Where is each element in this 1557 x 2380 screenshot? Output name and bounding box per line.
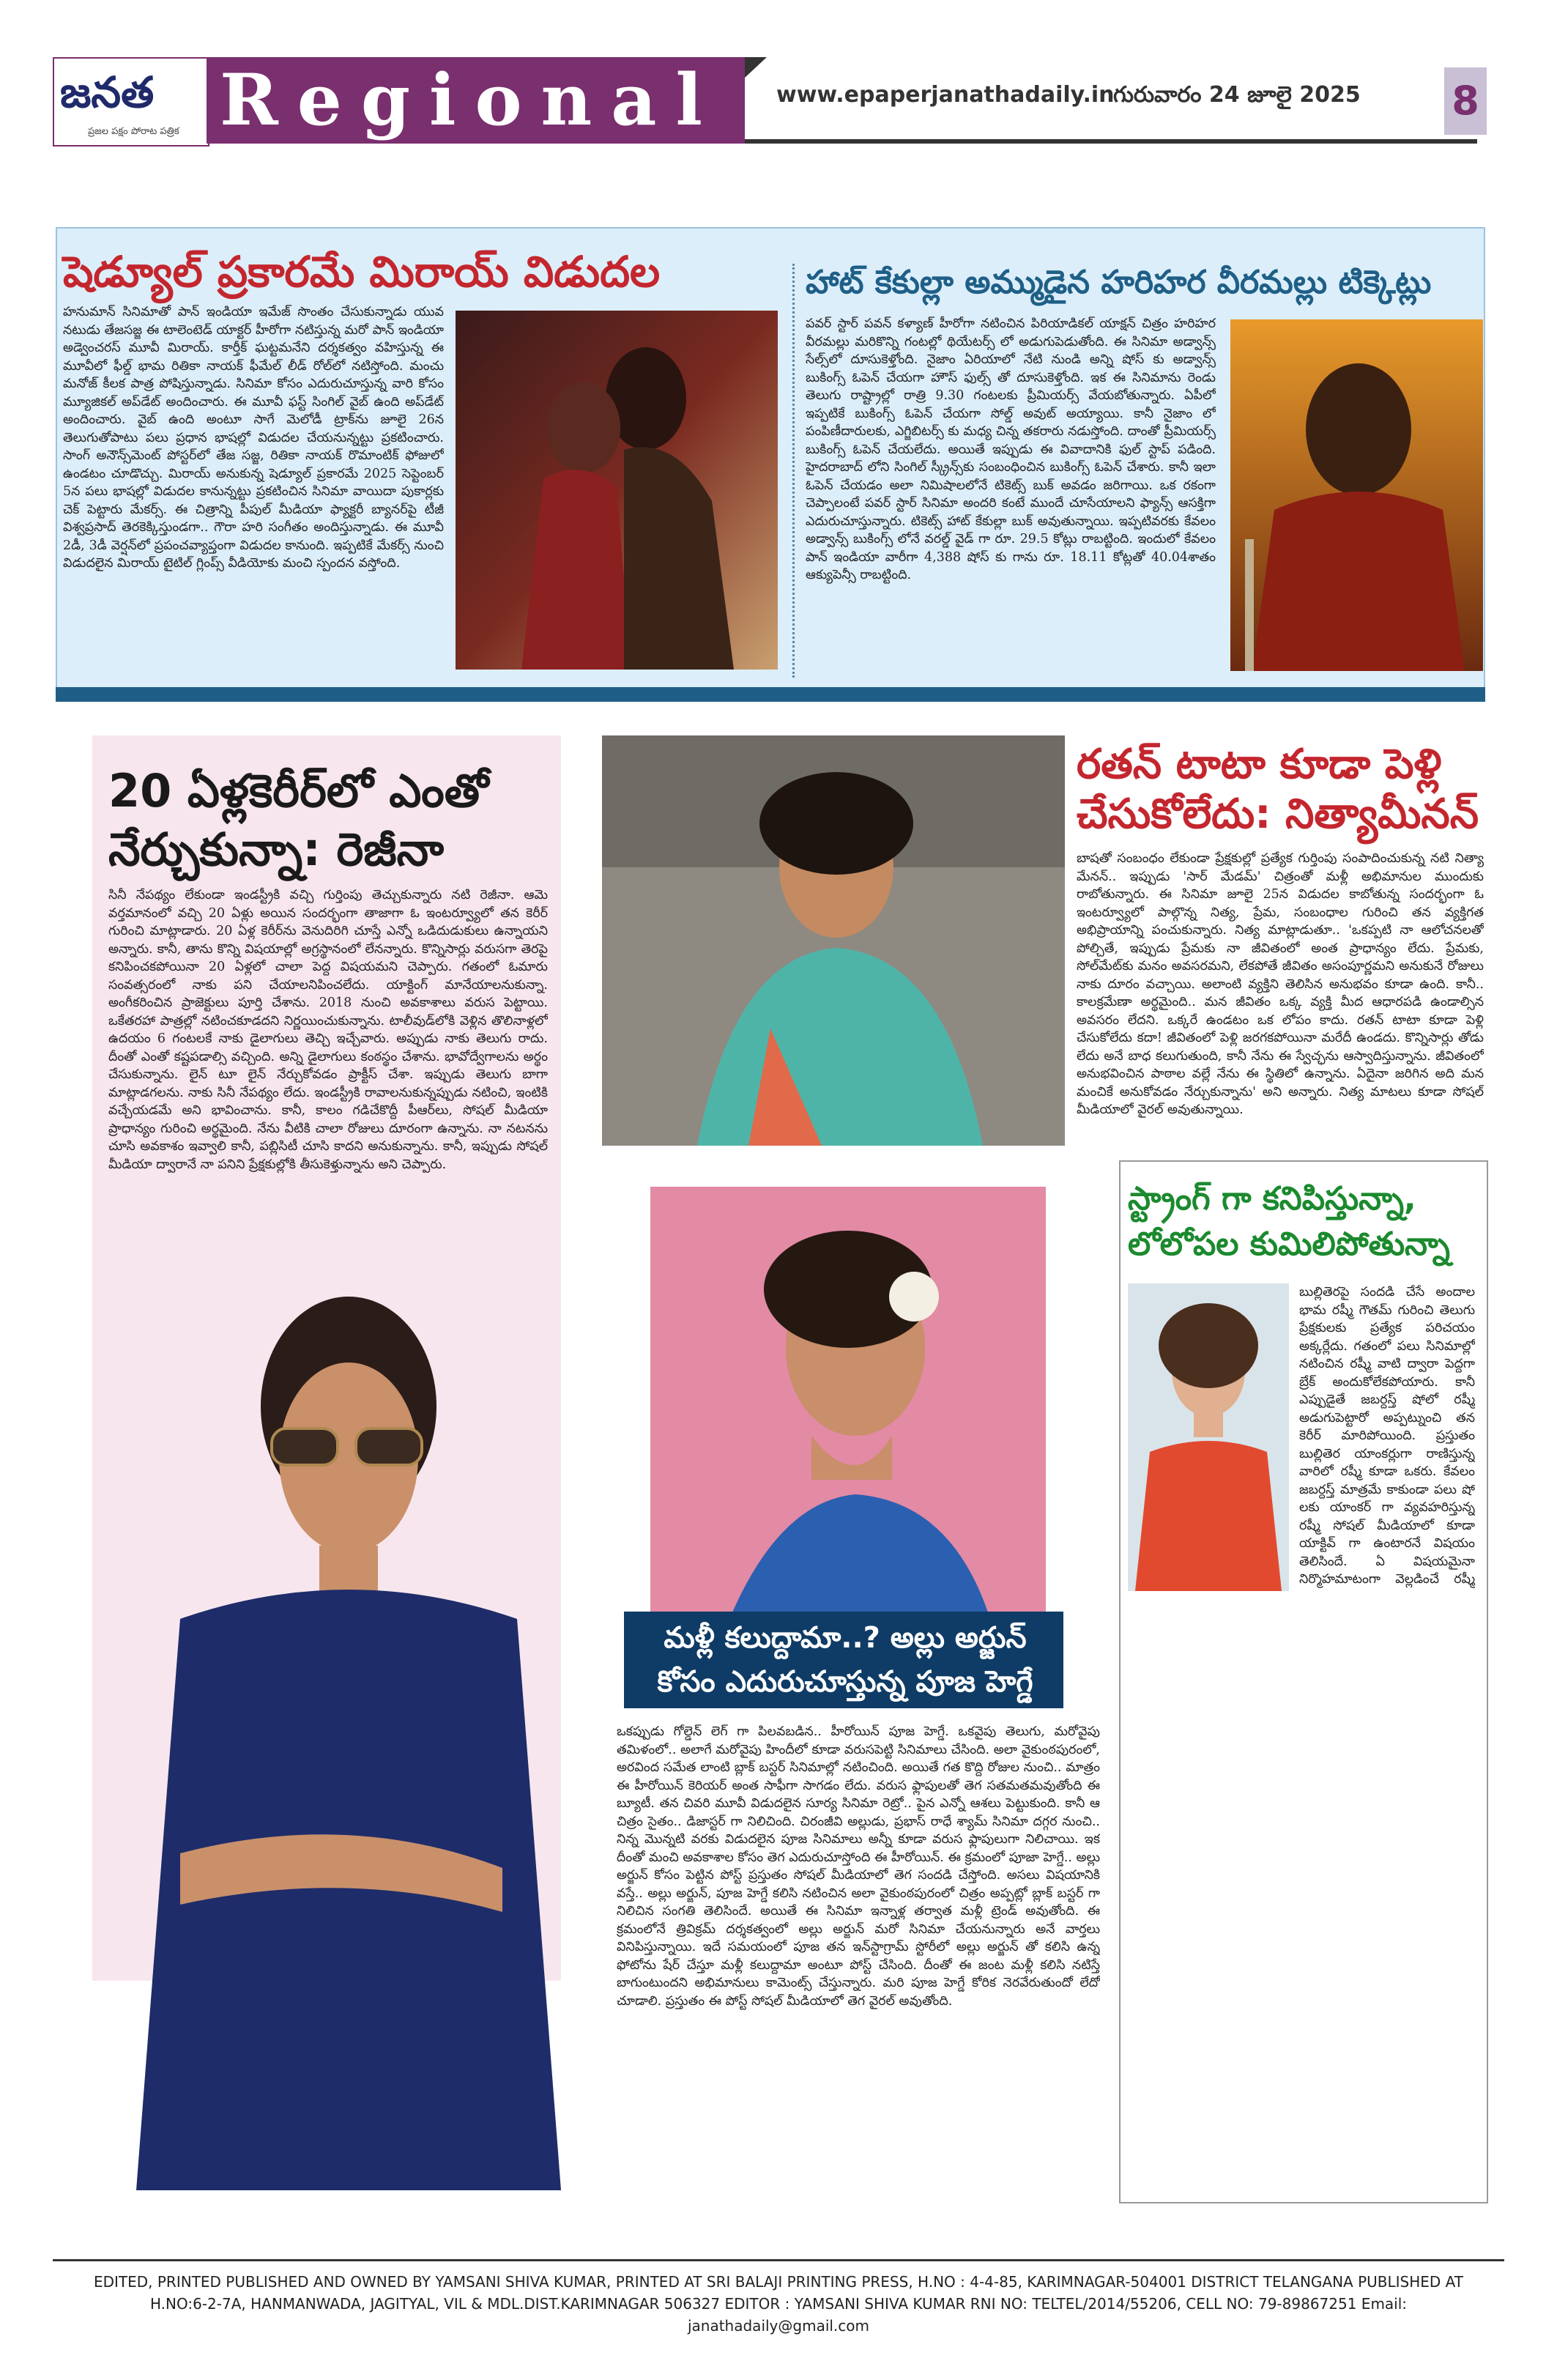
rashmi-headline: స్ట్రాంగ్ గా కనిపిస్తున్నా, లోలోపల కుమిలిపోతున్నా <box>1128 1180 1450 1263</box>
nithya-body: బాషతో సంబంధం లేకుండా ప్రేక్షకుల్లో ప్రత్యేక గుర్తింపు సంపాదించుకున్న నటి నిత్యా మేనన్.. ఇప్పుడు 'సార్ మేడమ్' చిత్రంతో మళ్లీ అభిమానుల ముందుకు రాబోతున్నారు. ఈ సినిమా జూలై 25న విడుదల కాబోతున్న సందర్భంగా ఓ ఇంటర్వ్యూలో పాల్గొన్న నిత్య, ప్రేమ, సంబంధాల గురించి తన వ్యక్తిగత అభిప్రాయాన్ని పంచుకున్నారు. నిత్య మాట్లాడుతూ.. 'ఒకప్పటి నా ఆలోచనలతో పోల్చితే, ఇప్పుడు ప్రేమకు నా జీవితంలో అంత ప్రాధాన్యం లేదు. ప్రేమకు, సోల్‌మేట్‌కు మనం అవసరమని, లేకపోతే జీవితం అసంపూర్ణమని అనుకునే రోజులు నాకు దూరం వచ్చాయి. అలాంటి వ్యక్తిని తెలిసిన అనుభవం కూడా ఉంది. కానీ.. కాలక్రమేణా అర్థమైంది.. మన జీవితం ఒక్క వ్యక్తి మీద ఆధారపడి ఉండాల్సిన అవసరం లేదని. ఒక్కరే ఉండటం ఒక లోపం కాదు. రతన్ టాటా కూడా పెళ్లి చేసుకోలేదు కదా! జీవితంలో పెళ్లి జరగకపోయినా మరేదీ ఉండదు. కొన్నిసార్లు తోడు లేదు అనే బాధ కలుగుతుంది, కానీ నేను ఈ స్వేచ్ఛను ఆస్వాదిస్తున్నాను. జీవితంలో అనుభవించిన పాఠాల వల్లే నేను ఈ స్థితిలో ఉన్నాను. ఏదైనా జరిగిన అది మన మంచికే అనుకోవడం నేర్చుకున్నాను' అని అన్నారు. నిత్య మాటలు కూడా సోషల్ మీడియాలో వైరల్ అవుతున్నాయి. <box>1077 851 1484 1117</box>
imprint-footer <box>59 2271 1498 2337</box>
regina-headline: 20 ఏళ్లకెరీర్‌లో ఎంతో నేర్చుకున్నా: రెజీనా <box>108 764 489 876</box>
rashmi-body-top: బుల్లితెరపై సందడి చేసే అందాల భామ రష్మీ గౌతమ్ గురించి తెలుగు ప్రేక్షకులకు ప్రత్యేక పరిచయం అక్కర్లేదు. గతంలో పలు సినిమాల్లో నటించిన రష్మీ వాటి ద్వారా పెద్దగా బ్రేక్ అందుకోలేకపోయారు. కానీ ఎప్పుడైతే జబర్దస్త్ షోలో రష్మీ అడుగుపెట్టారో అప్పట్నుంచి తన కెరీర్ మారిపోయింది. ప్రస్తుతం బుల్లితెర యాంకర్లుగా రాణిస్తున్న వారిలో రష్మీ కూడా ఒకరు. కేవలం జబర్దస్త్ మాత్రమే కాకుండా పలు షో లకు యాంకర్ గా వ్యవహరిస్తున్న రష్మీ సోషల్ మీడియాలో కూడా యాక్టివ్ గా ఉంటారనే విషయం తెలిసిందే. ఏ విషయమైనా నిర్మొహమాటంగా వెల్లడించే రష్మీ <box>1299 1285 1475 1587</box>
pooja-headline: మళ్లీ కలుద్దామా..? అల్లు అర్జున్ కోసం ఎదురుచూస్తున్న పూజ హెగ్డే <box>657 1621 1033 1699</box>
regina-body: సినీ నేపథ్యం లేకుండా ఇండస్ట్రీకి వచ్చి గుర్తింపు తెచ్చుకున్నారు నటి రెజీనా. ఆమె వర్తమానంలో వచ్చి 20 ఏళ్లు అయిన సందర్భంగా తాజాగా ఓ ఇంటర్వ్యూలో తన కెరీర్ గురించి మాట్లాడారు. 20 ఏళ్ల కెరీర్‌ను వెనుదిరిగి చూస్తే ఎన్నో ఒడిదుడుకులు ఉన్నాయని అన్నారు. కానీ, తాను కొన్ని విషయాల్లో అగ్రస్థానంలో లేనన్నారు. కొన్నిసార్లు వరుసగా తెరపై కనిపించకపోయినా 20 ఏళ్లలో చాలా పెద్ద విషయమని చెప్పారు. గతంలో ఓమారు సంవత్సరంలో నాకు పని చేయాలనిపించలేదు. యాక్టింగ్ మానేయాలనుకున్నా. అంగీకరించిన ప్రాజెక్టులు పూర్తి చేశాను. 2018 నుంచి అవకాశాలు వరుస పెట్టాయి. ఒకేతరహా పాత్రల్లో నటించకూడదని నిర్ణయించుకున్నాను. టాలీవుడ్‌లోకి వెళ్లిన తొలినాళ్లలో ఉదయం 6 గంటలకే నాకు డైలాగులు తెచ్చి ఇచ్చేవారు. అప్పుడు నాకు తెలుగు రాదు. దీంతో ఎంతో కష్టపడాల్సి వచ్చింది. అన్ని డైలాగులు కంఠస్థం చేశాను. భావోద్వేగాలను అర్థం చేసుకున్నాను. లైన్ టూ లైన్ నేర్చుకోవడం ప్రాక్టీస్ చేశా. ఇప్పుడు తెలుగు బాగా మాట్లాడగలను. నాకు సినీ నేపథ్యం లేదు. ఇండస్ట్రీకి రావాలనుకున్నప్పుడు నటించి, ఇంటికి వచ్చేయడమే అని భావించాను. కానీ, కాలం గడిచేకొద్దీ పీఆర్‌లు, సోషల్ మీడియా ప్రాధాన్యం గురించి అర్థమైంది. నేను వీటికి చాలా రోజులు దూరంగా ఉన్నాను. నా నటనను చూసి అవకాశం ఇవ్వాలి కానీ, పబ్లిసిటీ చూసి కాదని అనుకున్నాను. కానీ, ఇప్పుడు సోషల్ మీడియా ద్వారానే నా పనిని ప్రేక్షకుల్లోకి తీసుకెళ్తున్నాను అని చెప్పారు. <box>108 888 548 1172</box>
pooja-photo <box>650 1187 1046 1634</box>
newspaper-logo: జనత <box>60 67 155 117</box>
mirai-headline: షెడ్యూల్ ప్రకారమే మిరాయ్ విడుదల <box>63 247 661 297</box>
hhvm-headline: హాట్ కేకుల్లా అమ్ముడైన హరిహర వీరమల్లు టిక్కెట్లు <box>806 264 1432 301</box>
issue-date: గురువారం 24 జూలై 2025 <box>1113 82 1361 108</box>
website-url[interactable]: www.epaperjanathadaily.in <box>776 82 1115 108</box>
regina-photo <box>92 1238 568 2190</box>
hhvm-body: పవర్ స్టార్ పవన్ కళ్యాణ్ హీరోగా నటించిన పిరియాడికల్ యాక్షన్ చిత్రం హరిహర వీరమల్లు మరికొన్ని గంటల్లో థియేటర్స్ లో అడుగుపెడుతోంది. ఈ సినిమా అడ్వాన్స్ సేల్స్‌లో దూసుకెళ్తోంది. నైజాం ఏరియాలో నేటి నుండి అన్ని షోస్ కు అడ్వాన్స్ బుకింగ్స్ ఓపెన్ చేయగా హౌస్ ఫుల్స్ తో దూసుకెళ్తోంది. ఇక ఈ సినిమాను రెండు తెలుగు రాష్ట్రాల్లో రాత్రి 9.30 గంటలకు ప్రీమియర్స్ వేయబోతున్నారు. ఏపీలో ఇప్పటికే బుకింగ్స్ ఓపెన్ చేయగా సోల్డ్ అవుట్ అయ్యాయి. కానీ నైజాం లో పంపిణీదారులకు, ఎగ్జిబిటర్స్ కు మధ్య చిన్న తకరారు నడుస్తోంది. దాంతో ప్రీమియర్స్ బుకింగ్స్ ఓపెన్ చేయలేదు. అయితే ఇప్పుడు ఈ వివాదానికి ఫుల్ స్టాప్ పడింది. హైదరాబాద్ లోని సింగిల్ స్క్రీన్స్‌కు సంబంధించిన బుకింగ్స్ ఓపెన్ చేశారు. కానీ ఇలా ఓపెన్ చేయడం అలా నిమిషాలలోనే టికెట్స్ బుక్ అవడం జరిగాయి. ఒక రకంగా చెప్పాలంటే పవర్ స్టార్ సినిమా అందరి కంటే ముందే చూసేయాలని ఫ్యాన్స్ ఆసక్తిగా ఎదురుచూస్తున్నారు. టికెట్స్ హాట్ కేకుల్లా బుక్ అవుతున్నాయి. ఇప్పటివరకు కేవలం అడ్వాన్స్ బుకింగ్స్ లోనే వరల్డ్ వైడ్ గా రూ. 29.5 కోట్లు రాబట్టింది. ఇందులో కేవలం పాన్ ఇండియా వారీగా 4,388 షోస్ కు గాను రూ. 18.11 కోట్లతో 40.04శాతం ఆక్యుపెన్సీ రాబట్టింది. <box>806 316 1216 582</box>
mirai-photo <box>456 311 778 670</box>
nithya-headline: రతన్ టాటా కూడా పెళ్లి చేసుకోలేదు: నిత్యామీనన్ <box>1077 741 1479 838</box>
hhvm-photo <box>1230 319 1483 671</box>
page-number: 8 <box>1444 67 1487 135</box>
pooja-body: ఒకప్పుడు గోల్డెన్ లెగ్ గా పిలవబడిన.. హీరోయిన్ పూజ హెగ్డే. ఒకవైపు తెలుగు, మరోవైపు తమిళంలో.. అలాగే మరోవైపు హిందీలో కూడా వరుసపెట్టి సినిమాలు చేసింది. అలా వైకుంఠపురంలో, అరవింద సమేత లాంటి బ్లాక్ బస్టర్ సినిమాల్లో నటించింది. అయితే గత కొద్ది రోజుల నుంచి.. మాత్రం ఈ హీరోయిన్ కెరియర్ అంత సాఫీగా సాగడం లేదు. వరుస ఫ్లాపులతో తెగ సతమతమవుతోంది ఈ బ్యూటీ. తన చివరి మూవీ విడుదలైన సూర్య సినిమా రెట్రో.. పైన ఎన్నో ఆశలు పెట్టుకుంది. కానీ ఆ చిత్రం సైతం.. డిజాస్టర్ గా నిలిచింది. చిరంజీవి అల్లుడు, ప్రభాస్ రాధే శ్యామ్ సినిమా దగ్గర నుంచి.. నిన్న మొన్నటి వరకు విడుదలైన పూజ సినిమాలు అన్నీ కూడా వరుస ఫ్లాపులుగా నిలిచాయి. ఇక దీంతో మంచి అవకాశాల కోసం తెగ ఎదురుచూస్తోంది ఈ హీరోయిన్. ఈ క్రమంలో పూజా హెగ్డే.. అల్లు అర్జున్ కోసం పెట్టిన పోస్ట్ ప్రస్తుతం సోషల్ మీడియాలో తెగ సందడి చేస్తోంది. అసలు విషయానికి వస్తే.. అల్లు అర్జున్, పూజ హెగ్డే కలిసి నటించిన అలా వైకుంఠపురంలో చిత్రం అప్పట్లో బ్లాక్ బస్టర్ గా నిలిచిన సంగతి తెలిసిందే. అయితే ఈ సినిమా ఇన్నాళ్ల తర్వాత మళ్లీ ట్రెండ్ అవుతోంది. ఈ క్రమంలోనే త్రివిక్రమ్ దర్శకత్వంలో అల్లు అర్జున్ మరో సినిమా చేయనున్నారు అనే వార్తలు వినిపిస్తున్నాయి. ఇదే సమయంలో పూజ తన ఇన్‌స్టాగ్రామ్ స్టోరీలో అల్లు అర్జున్ తో కలిసి ఉన్న ఫోటోను షేర్ చేస్తూ మళ్లీ కలుద్దామా అంటూ పోస్ట్ చేసింది. దీంతో ఈ జంట మళ్లీ కలిసి నటిస్తే బాగుంటుందని అభిమానులు కామెంట్స్ చేస్తున్నారు. మరి పూజ హెగ్డే కోరిక నెరవేరుతుందో లేదో చూడాలి. ప్రస్తుతం ఈ పోస్ట్ సోషల్ మీడియాలో తెగ వైరల్ అవుతోంది. <box>617 1724 1100 2009</box>
section-title: Regional <box>220 59 721 141</box>
flag-notch <box>745 57 767 78</box>
newspaper-tagline: ప్రజల పక్షం పోరాట పత్రిక <box>88 126 179 137</box>
rashmi-photo <box>1128 1283 1289 1591</box>
mirai-body: హనుమాన్ సినిమాతో పాన్ ఇండియా ఇమేజ్ సొంతం చేసుకున్నాడు యువ నటుడు తేజసజ్జ ఈ టాలెంటెడ్ యాక్టర్ హీరోగా నటిస్తున్న మరో పాన్ ఇండియా అడ్వెంచరస్ మూవీ మిరాయ్. కార్తీక్ ఘట్టమనేని దర్శకత్వం వహిస్తున్న ఈ మూవీలో ఫీల్డ్ భామ రితికా నాయక్ ఫీమేల్ లీడ్ రోల్‌లో నటిస్తోంది. మంచు మనోజ్ కీలక పాత్ర పోషిస్తున్నాడు. సినిమా కోసం ఎదురుచూస్తున్న వారి కోసం మ్యూజికల్ అప్‌డేట్ అందించారు. ఈ మూవీ ఫస్ట్ సింగిల్ వైబ్ ఉంది అప్‌డేట్ అందించారు. వైబ్ ఉంది అంటూ సాగే మెలోడీ ట్రాక్‌ను జూలై 26న తెలుగుతోపాటు పలు ప్రధాన భాషల్లో విడుదల చేయనున్నట్టు ప్రకటించారు. సాంగ్ అనౌన్స్‌మెంట్ పోస్టర్‌లో తేజ సజ్జ, రితికా నాయక్ రొమాంటిక్ ఫోజులో ఉండటం చూడొచ్చు. మిరాయ్ అనుకున్న షెడ్యూల్ ప్రకారమే 2025 సెప్టెంబర్ 5న పలు భాషల్లో విడుదల కానున్నట్టు ప్రకటించిన సినిమా వాయిదా పుకార్లకు చెక్ పెట్టారు మేకర్స్. ఈ చిత్రాన్ని పీపుల్ మీడియా ఫ్యాక్టరీ బ్యానర్‌పై టీజీ విశ్వప్రసాద్ తెరకెక్కిస్తుండగా.. గౌరా హరి సంగీతం అందిస్తున్నాడు. ఈ మూవీ 2డీ, 3డీ వెర్షన్‌లో ప్రపంచవ్యాప్తంగా విడుదల కానుంది. ఇప్పటికే మేకర్స్ నుంచి విడుదలైన మిరాయ్ టైటిల్ గ్లింప్స్ వీడియోకు మంచి స్పందన వస్తోంది. <box>63 305 444 571</box>
footer-rule <box>53 2259 1504 2261</box>
footer-line-1: EDITED, PRINTED PUBLISHED AND OWNED BY YAMSANI SHIVA KUMAR, PRINTED AT SRI BALAJI PRINTING PRESS, H.NO : 4-4-85, KARIMNAGAR-504001 DISTRICT TELANGANA PUBLISHED AT <box>93 2273 1464 2291</box>
footer-line-2: H.NO:6-2-7A, HANMANWADA, JAGITYAL, VIL & MDL.DIST.KARIMNAGAR 506327 EDITOR : YAMSANI SHIVA KUMAR RNI NO: TELTEL/2014/55206, CELL NO: 79-89867251 Email: janathadaily@gmail.com <box>149 2295 1408 2335</box>
top-box-rule <box>56 687 1485 702</box>
column-divider <box>792 264 796 678</box>
header-rule <box>745 139 1477 144</box>
nithya-photo <box>602 735 1065 1146</box>
